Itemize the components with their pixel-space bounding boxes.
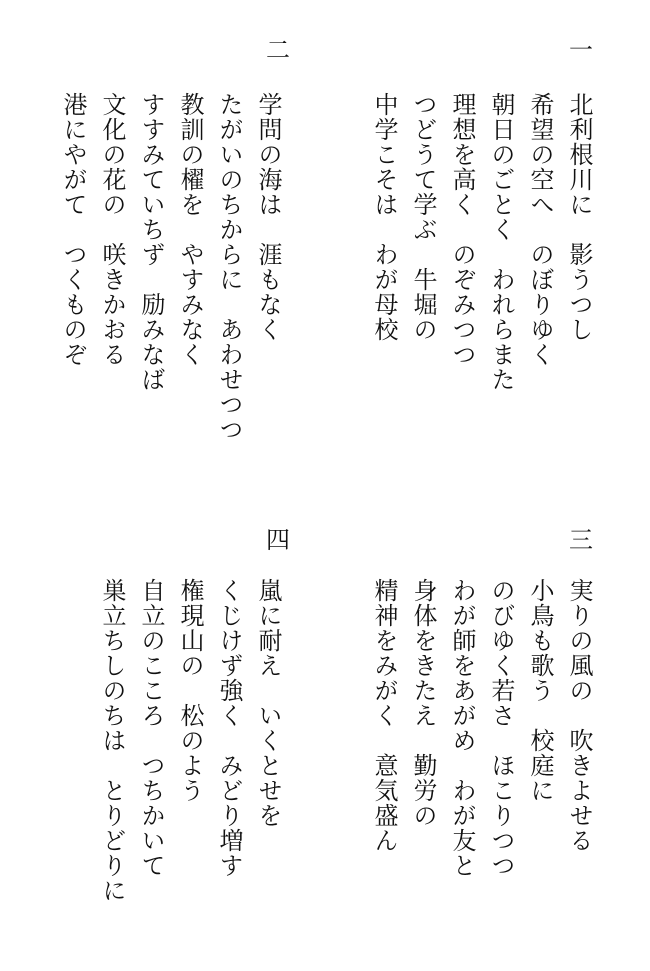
verse-3	[364, 578, 598, 878]
verse-4-line-5: 巣立ちしのちは とりどりに	[98, 578, 126, 903]
verse-2-line-2: たがいのちからに あわせつつ	[215, 92, 243, 442]
verse-1-line-6: 中学こそは わが母校	[370, 92, 398, 342]
verse-3-line-3: のびゆく若さ ほこりつつ	[487, 578, 515, 878]
verse-3-line-4: わが師をあがめ わが友と	[448, 578, 476, 878]
verse-1-line-4: 理想を高く のぞみつつ	[448, 92, 476, 367]
verse-2-line-4: すすみていちず 励みなば	[137, 92, 165, 392]
verse-1-line-5: つどうて学ぶ 牛堀の	[409, 92, 437, 342]
verse-1-line-3: 朝日のごとく われらまた	[487, 92, 515, 392]
verse-2-line-5: 文化の花の 咲きかおる	[98, 92, 126, 367]
verse-2-line-6: 港にやがて つくものぞ	[59, 92, 87, 367]
verse-4-line-2: くじけず強く みどり増す	[215, 578, 243, 878]
verse-3-line-6: 精神をみがく 意気盛ん	[370, 578, 398, 853]
verse-2	[53, 92, 287, 442]
verse-1	[364, 92, 598, 392]
verse-4-line-3: 権現山の 松のよう	[176, 578, 204, 803]
verse-3-line-1: 実りの風の 吹きよせる	[565, 578, 593, 853]
verse-4-numeral: 四	[266, 526, 290, 554]
verse-4-line-1: 嵐に耐え いくとせを	[254, 578, 282, 828]
verse-2-line-1: 学問の海は 涯もなく	[254, 92, 282, 342]
verse-2-numeral: 二	[266, 36, 290, 64]
verse-3-numeral: 三	[569, 526, 593, 554]
verse-1-line-2: 希望の空へ のぼりゆく	[526, 92, 554, 367]
verse-2-line-3: 教訓の櫂を やすみなく	[176, 92, 204, 367]
verse-3-line-2: 小鳥も歌う 校庭に	[526, 578, 554, 803]
verse-3-line-5: 身体をきたえ 勤労の	[409, 578, 437, 828]
verse-1-line-1: 北利根川に 影うつし	[565, 92, 593, 342]
verse-4-line-4: 自立のこころ つちかいて	[137, 578, 165, 878]
verse-4	[92, 578, 287, 903]
verse-1-numeral: 一	[569, 36, 593, 64]
